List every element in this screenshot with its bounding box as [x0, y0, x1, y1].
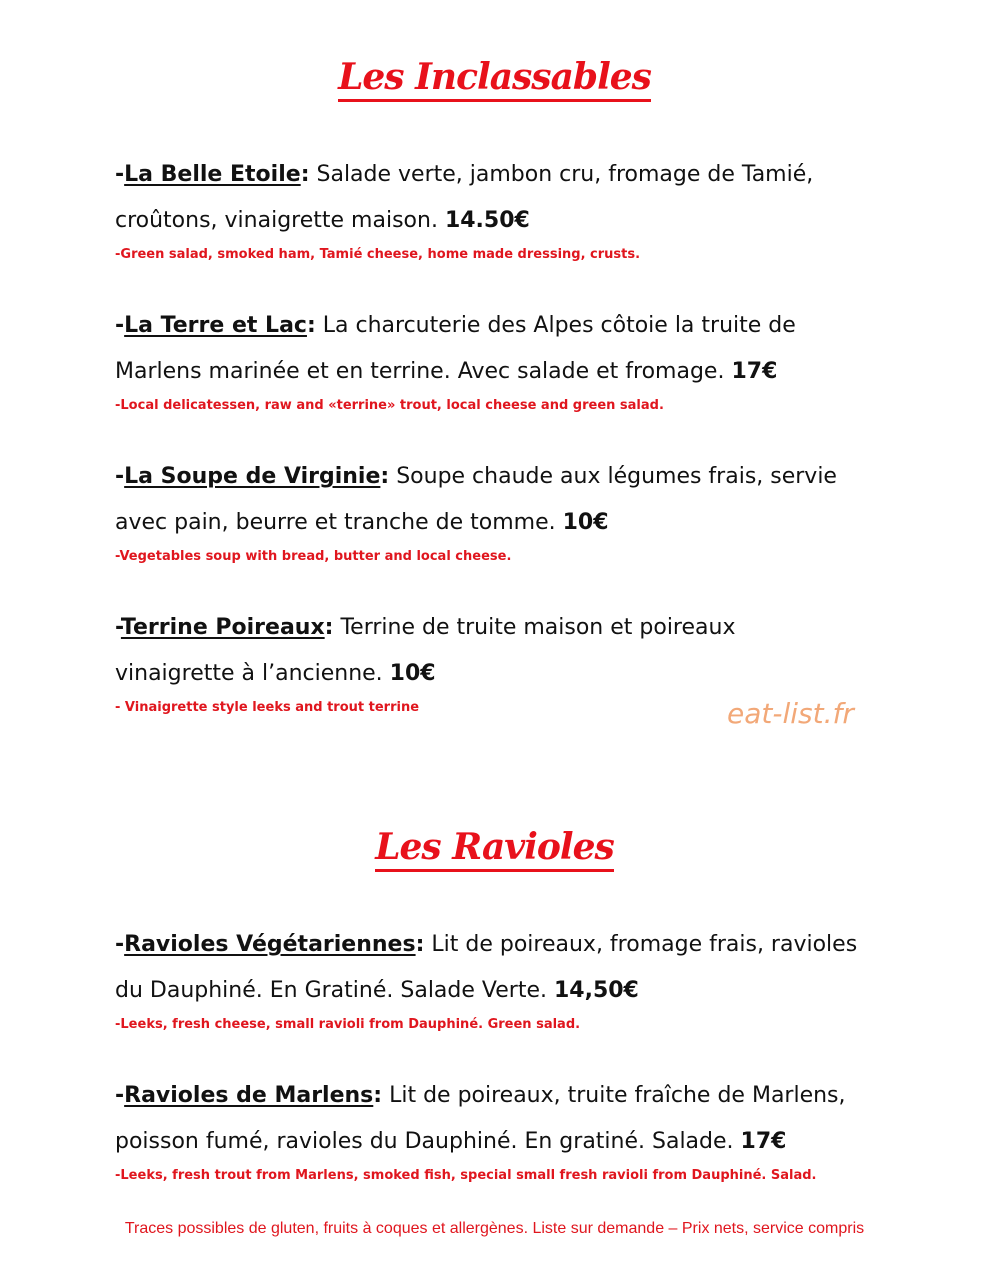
item-colon: :: [380, 464, 390, 489]
item-price: 10€: [389, 661, 436, 686]
item-dash: -: [115, 932, 125, 957]
item-line-2: Marlens marinée et en terrine. Avec salade et fromage.: [115, 359, 732, 384]
watermark: eat-list.fr: [727, 697, 854, 730]
item-line-2: vinaigrette à l’ancienne.: [115, 661, 390, 686]
item-dash: -: [115, 1083, 125, 1108]
item-line-2: avec pain, beurre et tranche de tomme.: [115, 510, 563, 535]
menu-item-terre-et-lac: [115, 303, 875, 415]
item-dash: -: [115, 464, 125, 489]
item-line-1: La charcuterie des Alpes côtoie la truite de: [315, 313, 796, 338]
item-colon: :: [373, 1083, 383, 1108]
item-price: 14,50€: [553, 978, 639, 1003]
item-description-fr: [115, 605, 875, 697]
menu-item-belle-etoile: [115, 152, 875, 264]
item-description-en: -Vegetables soup with bread, butter and local cheese.: [115, 549, 512, 564]
item-price: 10€: [562, 510, 609, 535]
item-colon: :: [300, 162, 310, 187]
menu-item-ravioles-de-marlens: [115, 1073, 875, 1185]
section-title-inclassables: [0, 56, 989, 98]
section-title-text: Les Inclassables: [338, 56, 651, 102]
item-line-1: Lit de poireaux, truite fraîche de Marlens,: [382, 1083, 846, 1108]
item-name: La Belle Etoile: [124, 162, 301, 187]
item-name: Ravioles Végétariennes: [124, 932, 416, 957]
item-description-fr: [115, 454, 875, 546]
item-price: 17€: [731, 359, 778, 384]
item-description-fr: [115, 303, 875, 395]
item-dash: -: [115, 313, 125, 338]
item-description-en: -Leeks, fresh trout from Marlens, smoked fish, special small fresh ravioli from Dauphiné. Salad.: [115, 1168, 817, 1183]
item-dash: -: [115, 162, 125, 187]
item-colon: :: [415, 932, 425, 957]
item-description-en: -Local delicatessen, raw and «terrine» trout, local cheese and green salad.: [115, 398, 664, 413]
item-colon: :: [306, 313, 316, 338]
item-dash: -: [115, 615, 121, 640]
section-title-text: Les Ravioles: [375, 826, 614, 872]
item-description-fr: [115, 1073, 875, 1165]
item-description-en: -Green salad, smoked ham, Tamié cheese, home made dressing, crusts.: [115, 247, 641, 262]
allergen-footer-note: Traces possibles de gluten, fruits à coques et allergènes. Liste sur demande – Prix nets, service compris: [124, 1220, 865, 1237]
item-line-1: Soupe chaude aux légumes frais, servie: [389, 464, 837, 489]
menu-item-ravioles-vegetariennes: [115, 922, 875, 1034]
item-line-2: croûtons, vinaigrette maison.: [115, 208, 445, 233]
item-name: Terrine Poireaux: [120, 615, 325, 640]
item-line-2: poisson fumé, ravioles du Dauphiné. En gratiné. Salade.: [115, 1129, 741, 1154]
item-line-2: du Dauphiné. En Gratiné. Salade Verte.: [115, 978, 554, 1003]
item-colon: :: [324, 615, 334, 640]
item-description-fr: [115, 152, 875, 244]
item-description-en: - Vinaigrette style leeks and trout terrine: [115, 700, 420, 715]
item-description-fr: [115, 922, 875, 1014]
item-line-1: Salade verte, jambon cru, fromage de Tamié,: [309, 162, 814, 187]
item-line-1: Lit de poireaux, fromage frais, ravioles: [424, 932, 858, 957]
item-name: La Soupe de Virginie: [124, 464, 381, 489]
item-name: La Terre et Lac: [124, 313, 307, 338]
section-title-ravioles: [0, 826, 989, 868]
item-price: 17€: [740, 1129, 787, 1154]
item-name: Ravioles de Marlens: [124, 1083, 374, 1108]
item-description-en: -Leeks, fresh cheese, small ravioli from Dauphiné. Green salad.: [115, 1017, 581, 1032]
item-price: 14.50€: [444, 208, 530, 233]
item-line-1: Terrine de truite maison et poireaux: [333, 615, 736, 640]
menu-item-soupe-de-virginie: [115, 454, 875, 566]
